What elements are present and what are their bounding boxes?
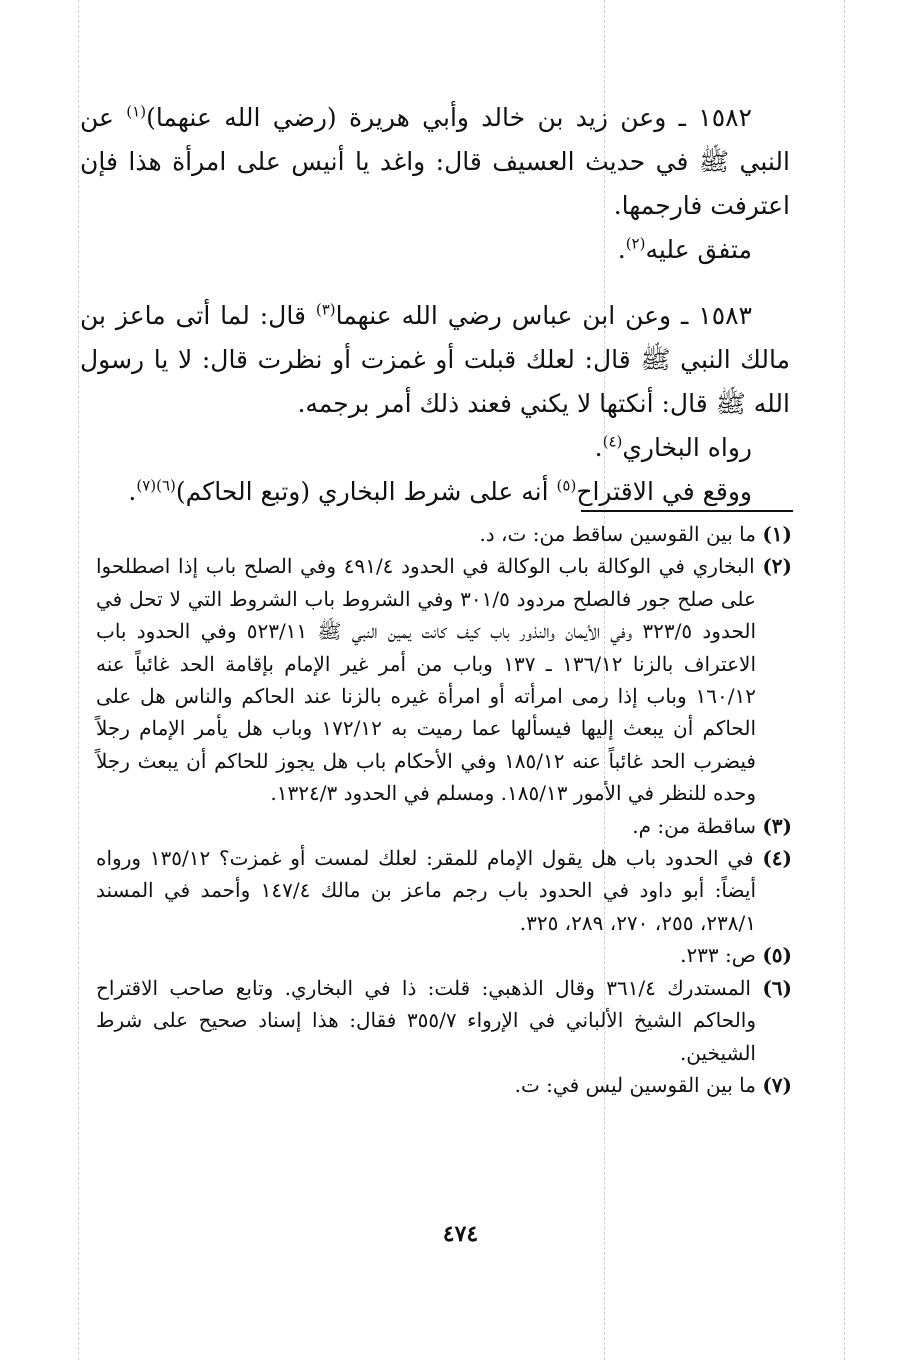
footnote-5: [96, 939, 792, 971]
footnote-number: (٤): [762, 846, 793, 871]
footnote-7: [96, 1069, 792, 1101]
footnote-number: (٦): [762, 975, 792, 1000]
footnote-text: المستدرك ٣٦١/٤ وقال الذهبي: قلت: ذا في البخاري. وتابع صاحب الاقتراح والحاكم الشيخ الألباني في الإرواء ٣٥٥/٧ فقال: هذا إسناد صحيح على شرط الشيخين.: [96, 975, 756, 1065]
note-1583: [80, 470, 790, 514]
scan-guide-line: [844, 0, 845, 1360]
footnote-separator: [581, 510, 793, 512]
paragraph-gap: [80, 272, 790, 294]
footnote-number: (٢): [762, 554, 793, 579]
note-text: أنه على شرط البخاري (وتبع الحاكم): [175, 477, 557, 506]
source-tail: .: [617, 235, 626, 264]
footnote-number: (١): [762, 522, 792, 546]
footnote-6: [96, 972, 792, 1069]
hadith-1583: [80, 294, 790, 426]
hadith-lead: ١٥٨٢ ـ وعن زيد بن خالد وأبي هريرة (رضي الله عنهما): [146, 103, 752, 132]
hadith-lead: ١٥٨٣ ـ وعن ابن عباس رضي الله عنهما: [335, 301, 752, 330]
note-tail: .: [128, 477, 137, 506]
hadith-1582: [80, 96, 790, 228]
footnote-ref[interactable]: (٥): [556, 476, 577, 495]
footnote-text: ساقطة من: م.: [632, 813, 756, 838]
source-text: متفق عليه: [645, 235, 752, 264]
footnote-ref[interactable]: (٣): [315, 300, 336, 319]
hadith-text: عن النبي ﷺ في حديث العسيف قال: واغد يا أنيس على امرأة هذا فإن اعترفت فارجمها.: [80, 103, 790, 220]
main-text: [80, 96, 790, 514]
note-text: ووقع في الاقتراح: [576, 477, 752, 506]
scan-guide-line: [78, 0, 79, 1360]
footnote-2: [96, 550, 792, 809]
hadith-text: قال: لما أتى ماعز بن مالك النبي ﷺ قال: لعلك قبلت أو غمزت أو نظرت قال: لا يا رسول الله ﷺ قال: أنكتها لا يكني فعند ذلك أمر برجمه.: [80, 301, 790, 418]
footnote-text: ما بين القوسين ليس في: ت.: [514, 1072, 756, 1097]
source-tail: .: [594, 433, 603, 462]
footnote-number: (٧): [762, 1072, 792, 1097]
footnote-text: في الحدود باب هل يقول الإمام للمقر: لعلك لمست أو غمزت؟ ١٣٥/١٢ ورواه أيضاً: أبو داود في الحدود باب رجم ماعز بن مالك ١٤٧/٤ وأحمد في المسند ٢٣٨/١، ٢٥٥، ٢٧٠، ٢٨٩، ٣٢٥.: [96, 846, 756, 935]
source-1582: [80, 228, 790, 272]
footnote-ref[interactable]: (٢): [625, 234, 646, 253]
footnote-ref[interactable]: (١): [126, 102, 147, 121]
footnote-3: [96, 810, 792, 842]
footnote-number: (٣): [762, 813, 792, 838]
footnote-text: البخاري في الوكالة باب الوكالة في الحدود ٤٩١/٤ وفي الصلح باب إذا اصطلحوا على صلح جور فالصلح مردود ٣٠١/٥ وفي الشروط باب الشروط التي لا تحل في الحدود ٣٢٣/٥ وفي الأيمان والنذور باب كيف كانت يمين النبي ﷺ ٥٢٣/١١ وفي الحدود باب الاعتراف بالزنا ١٣٦/١٢ ـ ١٣٧ وباب من أمر غير الإمام بإقامة الحد غائباً عنه ١٦٠/١٢ وباب إذا رمى امرأته أو امرأة غيره بالزنا عند الحاكم والناس هل على الحاكم أن يبعث إليها فيسألها عما رميت به ١٧٢/١٢ وباب هل يأمر الإمام رجلاً فيضرب الحد غائباً عنه ١٨٥/١٢ وفي الأحكام باب هل يجوز للحاكم أن يبعث رجلاً وحده للنظر في الأمور ١٨٥/١٣. ومسلم في الحدود ١٣٢٤/٣.: [96, 554, 757, 806]
footnote-4: [96, 842, 792, 939]
footnote-text: ص: ٢٣٣.: [680, 943, 756, 968]
footnote-1: [96, 518, 792, 550]
footnote-ref[interactable]: (٦)(٧): [136, 476, 176, 495]
footnote-text: ما بين القوسين ساقط من: ت، د.: [479, 522, 756, 546]
source-text: رواه البخاري: [622, 433, 752, 462]
footnotes: [96, 518, 792, 1101]
page-number: ٤٧٤: [442, 1221, 479, 1247]
source-1583: [80, 426, 790, 470]
footnote-ref[interactable]: (٤): [602, 432, 623, 451]
footnote-number: (٥): [762, 943, 792, 968]
